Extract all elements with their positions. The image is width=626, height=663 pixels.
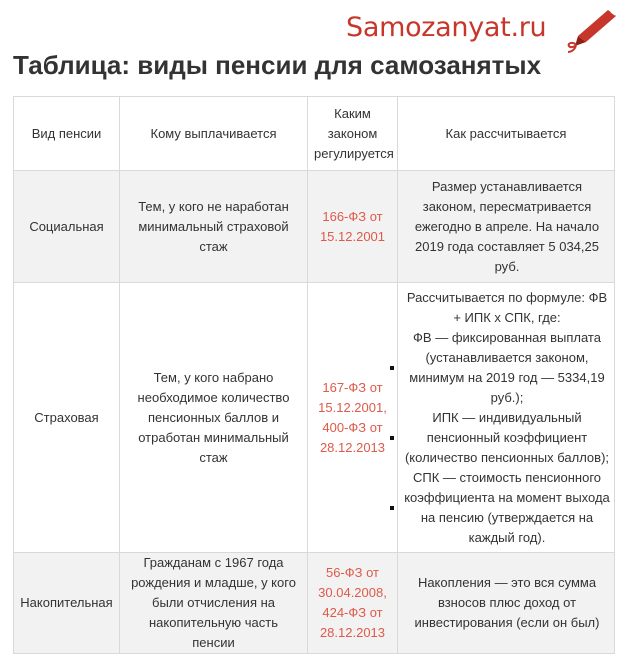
header-cell-law: Каким законом регулируется [308,97,398,171]
bullet-icon [390,436,394,440]
bullet-icon [390,506,394,510]
header-cell-how: Как рассчитывается [398,97,615,171]
calculation-cell [398,283,615,553]
page-title: Таблица: виды пенсии для самозанятых [13,50,542,80]
pension-type-cell: Накопительная [14,553,120,654]
law-link[interactable]: 56-ФЗ от 30.04.2008, [318,565,387,600]
pension-type-cell: Социальная [14,171,120,283]
law-link[interactable]: 400-ФЗ от 28.12.2013 [319,419,386,455]
site-logo[interactable] [346,8,618,54]
law-link[interactable]: 166-ФЗ от 15.12.2001 [319,208,386,244]
recipient-cell: Тем, у кого не наработан минимальный страховой стаж [120,171,308,283]
table-header-row [14,97,615,171]
table-row [14,553,615,654]
law-cell [308,283,398,553]
law-cell [308,171,398,283]
formula-intro: Рассчитывается по формуле: ФВ + ИПК х СПК, где: [406,289,608,325]
list-item: ФВ — фиксированная выплата (устанавливается законом, минимум на 2019 год — 5334,19 руб.); [404,328,610,408]
pension-types-table [13,96,615,654]
header-cell-who: Кому выплачивается [120,97,308,171]
bullet-icon [390,366,394,370]
logo-text: Samozanyat.ru [346,12,547,43]
calculation-cell: Накопления — это вся сумма взносов плюс доход от инвестирования (если он был) [398,553,615,654]
recipient-cell: Тем, у кого набрано необходимое количество пенсионных баллов и отработан минимальный стаж [120,283,308,553]
calculation-cell: Размер устанавливается законом, пересматривается ежегодно в апреле. На начало 2019 года составляет 5 034,25 руб. [398,171,615,283]
pen-icon [564,8,618,54]
recipient-cell: Гражданам с 1967 года рождения и младше, у кого были отчисления на накопительную часть пенсии [120,553,308,654]
table-row [14,171,615,283]
list-item: ИПК — индивидуальный пенсионный коэффициент (количество пенсионных баллов); [404,408,610,468]
formula-terms-list [404,328,610,548]
table-row [14,283,615,553]
list-item: СПК — стоимость пенсионного коэффициента на момент выхода на пенсию (утверждается на каждый год). [404,468,610,548]
header-cell-type: Вид пенсии [14,97,120,171]
law-link[interactable]: 424-ФЗ от 28.12.2013 [319,605,386,640]
law-link[interactable]: 167-ФЗ от 15.12.2001, [318,379,387,415]
law-cell [308,553,398,654]
pension-type-cell: Страховая [14,283,120,553]
